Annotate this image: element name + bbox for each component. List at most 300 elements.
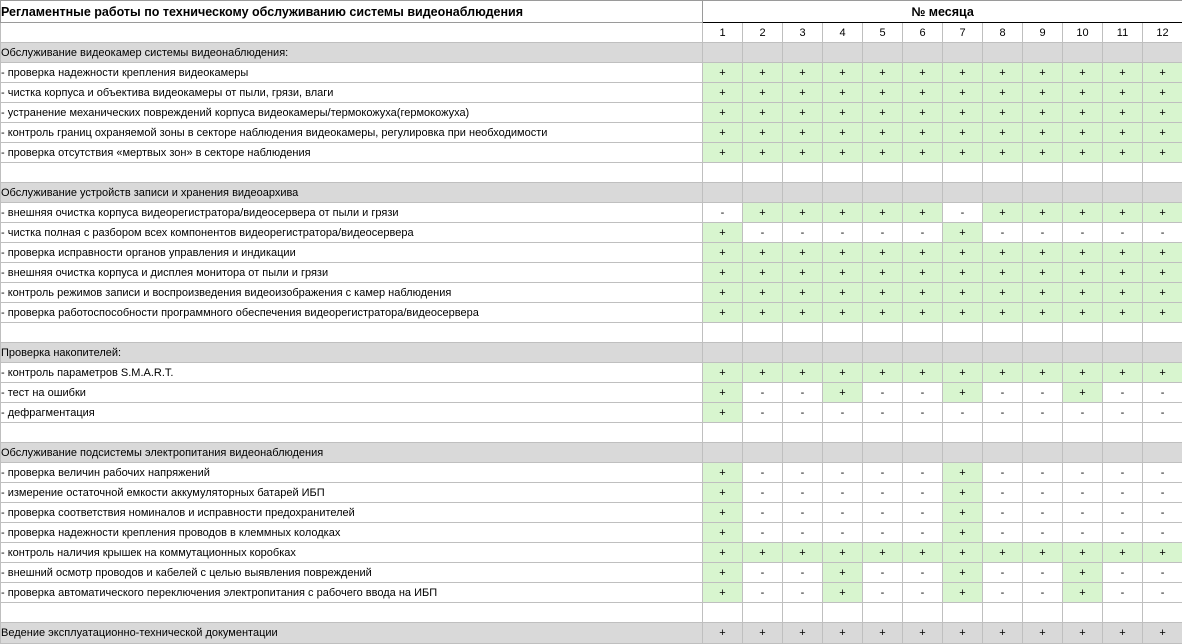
month-mark-minus[interactable]: - xyxy=(1023,463,1063,483)
empty-cell[interactable] xyxy=(1023,603,1063,623)
month-mark-minus[interactable]: - xyxy=(783,463,823,483)
task-label[interactable]: - проверка величин рабочих напряжений xyxy=(1,463,703,483)
month-mark-plus[interactable]: + xyxy=(1103,623,1143,644)
section-label[interactable]: Обслуживание подсистемы электропитания видеонаблюдения xyxy=(1,443,703,463)
empty-cell[interactable] xyxy=(823,443,863,463)
month-mark-plus[interactable]: + xyxy=(823,583,863,603)
empty-cell[interactable] xyxy=(1103,183,1143,203)
month-mark-minus[interactable]: - xyxy=(743,503,783,523)
month-mark-plus[interactable]: + xyxy=(743,363,783,383)
month-mark-plus[interactable]: + xyxy=(863,83,903,103)
month-mark-minus[interactable]: - xyxy=(1063,503,1103,523)
month-mark-minus[interactable]: - xyxy=(1143,223,1182,243)
month-mark-plus[interactable]: + xyxy=(1063,203,1103,223)
month-mark-plus[interactable]: + xyxy=(823,543,863,563)
month-mark-plus[interactable]: + xyxy=(1103,243,1143,263)
month-number-cell[interactable]: 8 xyxy=(983,23,1023,43)
month-mark-plus[interactable]: + xyxy=(1103,363,1143,383)
month-mark-plus[interactable]: + xyxy=(903,303,943,323)
month-mark-plus[interactable]: + xyxy=(903,63,943,83)
empty-cell[interactable] xyxy=(903,323,943,343)
empty-cell[interactable] xyxy=(783,163,823,183)
month-mark-plus[interactable]: + xyxy=(1063,83,1103,103)
month-mark-plus[interactable]: + xyxy=(743,283,783,303)
month-mark-minus[interactable]: - xyxy=(903,483,943,503)
month-mark-plus[interactable]: + xyxy=(1143,243,1182,263)
month-mark-plus[interactable]: + xyxy=(703,623,743,644)
month-mark-minus[interactable]: - xyxy=(1143,383,1182,403)
month-mark-minus[interactable]: - xyxy=(823,483,863,503)
month-mark-plus[interactable]: + xyxy=(1103,203,1143,223)
month-mark-minus[interactable]: - xyxy=(743,403,783,423)
month-mark-plus[interactable]: + xyxy=(943,623,983,644)
empty-cell[interactable] xyxy=(703,343,743,363)
month-mark-plus[interactable]: + xyxy=(943,143,983,163)
month-mark-plus[interactable]: + xyxy=(703,63,743,83)
month-mark-minus[interactable]: - xyxy=(983,223,1023,243)
month-mark-plus[interactable]: + xyxy=(903,143,943,163)
month-mark-plus[interactable]: + xyxy=(703,463,743,483)
month-mark-plus[interactable]: + xyxy=(1063,143,1103,163)
month-mark-minus[interactable]: - xyxy=(983,583,1023,603)
empty-cell[interactable] xyxy=(943,163,983,183)
empty-cell[interactable] xyxy=(1063,443,1103,463)
month-mark-minus[interactable]: - xyxy=(783,403,823,423)
empty-cell[interactable] xyxy=(1063,603,1103,623)
empty-cell[interactable] xyxy=(983,323,1023,343)
month-number-cell[interactable]: 1 xyxy=(703,23,743,43)
month-mark-plus[interactable]: + xyxy=(743,243,783,263)
month-mark-plus[interactable]: + xyxy=(1143,623,1182,644)
month-mark-plus[interactable]: + xyxy=(903,123,943,143)
month-mark-plus[interactable]: + xyxy=(1143,83,1182,103)
month-mark-plus[interactable]: + xyxy=(823,263,863,283)
month-mark-minus[interactable]: - xyxy=(1103,563,1143,583)
month-mark-minus[interactable]: - xyxy=(943,403,983,423)
task-label[interactable]: - измерение остаточной емкости аккумуляторных батарей ИБП xyxy=(1,483,703,503)
empty-cell[interactable] xyxy=(1023,423,1063,443)
month-mark-plus[interactable]: + xyxy=(983,83,1023,103)
empty-cell[interactable] xyxy=(983,183,1023,203)
empty-cell[interactable] xyxy=(823,603,863,623)
empty-cell[interactable] xyxy=(703,163,743,183)
month-mark-plus[interactable]: + xyxy=(863,203,903,223)
month-mark-minus[interactable]: - xyxy=(1103,583,1143,603)
month-mark-plus[interactable]: + xyxy=(783,243,823,263)
month-mark-minus[interactable]: - xyxy=(903,583,943,603)
month-mark-plus[interactable]: + xyxy=(943,283,983,303)
month-mark-plus[interactable]: + xyxy=(783,143,823,163)
empty-cell[interactable] xyxy=(783,343,823,363)
month-mark-plus[interactable]: + xyxy=(983,543,1023,563)
month-mark-plus[interactable]: + xyxy=(863,283,903,303)
month-mark-plus[interactable]: + xyxy=(823,203,863,223)
month-mark-plus[interactable]: + xyxy=(943,263,983,283)
month-mark-minus[interactable]: - xyxy=(1063,523,1103,543)
month-mark-plus[interactable]: + xyxy=(1023,283,1063,303)
month-mark-plus[interactable]: + xyxy=(1063,103,1103,123)
empty-cell[interactable] xyxy=(1143,423,1182,443)
empty-cell[interactable] xyxy=(943,423,983,443)
month-mark-plus[interactable]: + xyxy=(1023,143,1063,163)
month-mark-minus[interactable]: - xyxy=(783,383,823,403)
month-mark-plus[interactable]: + xyxy=(863,303,903,323)
month-mark-minus[interactable]: - xyxy=(1063,463,1103,483)
empty-cell[interactable] xyxy=(903,343,943,363)
month-mark-plus[interactable]: + xyxy=(783,363,823,383)
month-mark-plus[interactable]: + xyxy=(823,383,863,403)
month-mark-plus[interactable]: + xyxy=(1063,623,1103,644)
month-mark-plus[interactable]: + xyxy=(823,283,863,303)
empty-cell[interactable] xyxy=(863,343,903,363)
month-number-cell[interactable]: 11 xyxy=(1103,23,1143,43)
empty-cell[interactable] xyxy=(703,43,743,63)
month-mark-plus[interactable]: + xyxy=(743,203,783,223)
month-mark-plus[interactable]: + xyxy=(823,103,863,123)
month-mark-plus[interactable]: + xyxy=(943,83,983,103)
month-mark-minus[interactable]: - xyxy=(823,223,863,243)
month-mark-plus[interactable]: + xyxy=(1063,363,1103,383)
month-mark-plus[interactable]: + xyxy=(1023,363,1063,383)
month-mark-plus[interactable]: + xyxy=(943,463,983,483)
month-mark-plus[interactable]: + xyxy=(823,363,863,383)
month-number-cell[interactable]: 9 xyxy=(1023,23,1063,43)
month-mark-minus[interactable]: - xyxy=(863,223,903,243)
empty-cell[interactable] xyxy=(1143,343,1182,363)
month-mark-minus[interactable]: - xyxy=(1023,383,1063,403)
task-label[interactable]: - контроль режимов записи и воспроизведения видеоизображения с камер наблюдения xyxy=(1,283,703,303)
month-mark-plus[interactable]: + xyxy=(823,623,863,644)
month-mark-minus[interactable]: - xyxy=(863,523,903,543)
empty-cell[interactable] xyxy=(783,603,823,623)
month-mark-plus[interactable]: + xyxy=(703,483,743,503)
empty-cell[interactable] xyxy=(1023,43,1063,63)
month-mark-minus[interactable]: - xyxy=(983,523,1023,543)
empty-cell[interactable] xyxy=(1103,343,1143,363)
month-mark-plus[interactable]: + xyxy=(1143,363,1182,383)
empty-cell[interactable] xyxy=(1103,443,1143,463)
month-mark-minus[interactable]: - xyxy=(1063,223,1103,243)
page-title[interactable]: Регламентные работы по техническому обслуживанию системы видеонаблюдения xyxy=(1,1,703,23)
section-label[interactable]: Проверка накопителей: xyxy=(1,343,703,363)
empty-cell[interactable] xyxy=(943,323,983,343)
empty-cell[interactable] xyxy=(743,443,783,463)
month-mark-plus[interactable]: + xyxy=(783,623,823,644)
month-mark-minus[interactable]: - xyxy=(783,503,823,523)
month-mark-plus[interactable]: + xyxy=(943,363,983,383)
empty-cell[interactable] xyxy=(823,423,863,443)
task-label[interactable]: - внешняя очистка корпуса видеорегистратора/видеосервера от пыли и грязи xyxy=(1,203,703,223)
empty-cell[interactable] xyxy=(1143,603,1182,623)
month-mark-minus[interactable]: - xyxy=(1103,383,1143,403)
empty-cell[interactable] xyxy=(1143,183,1182,203)
month-mark-minus[interactable]: - xyxy=(783,523,823,543)
month-mark-plus[interactable]: + xyxy=(1023,623,1063,644)
month-mark-plus[interactable]: + xyxy=(743,263,783,283)
month-mark-plus[interactable]: + xyxy=(903,243,943,263)
month-mark-minus[interactable]: - xyxy=(903,503,943,523)
month-mark-minus[interactable]: - xyxy=(983,563,1023,583)
month-mark-plus[interactable]: + xyxy=(1063,543,1103,563)
month-mark-minus[interactable]: - xyxy=(743,223,783,243)
month-mark-plus[interactable]: + xyxy=(983,203,1023,223)
month-mark-plus[interactable]: + xyxy=(943,483,983,503)
month-mark-minus[interactable]: - xyxy=(903,403,943,423)
month-mark-minus[interactable]: - xyxy=(1023,583,1063,603)
month-mark-plus[interactable]: + xyxy=(703,403,743,423)
month-mark-plus[interactable]: + xyxy=(823,303,863,323)
empty-cell[interactable] xyxy=(903,163,943,183)
month-header[interactable]: № месяца xyxy=(703,1,1182,23)
empty-cell[interactable] xyxy=(983,443,1023,463)
empty-cell[interactable] xyxy=(703,183,743,203)
month-mark-plus[interactable]: + xyxy=(1023,103,1063,123)
empty-cell[interactable] xyxy=(1023,183,1063,203)
task-label[interactable]: - контроль границ охраняемой зоны в секторе наблюдения видеокамеры, регулировка при необходимости xyxy=(1,123,703,143)
month-number-cell[interactable]: 2 xyxy=(743,23,783,43)
task-label[interactable]: - чистка полная с разбором всех компонентов видеорегистратора/видеосервера xyxy=(1,223,703,243)
month-mark-plus[interactable]: + xyxy=(863,123,903,143)
empty-cell[interactable] xyxy=(943,43,983,63)
month-mark-minus[interactable]: - xyxy=(1143,503,1182,523)
month-mark-minus[interactable]: - xyxy=(1023,523,1063,543)
month-mark-minus[interactable]: - xyxy=(1103,483,1143,503)
empty-cell[interactable] xyxy=(1023,323,1063,343)
month-mark-minus[interactable]: - xyxy=(1063,403,1103,423)
empty-cell[interactable] xyxy=(783,323,823,343)
month-mark-minus[interactable]: - xyxy=(1143,403,1182,423)
empty-cell[interactable] xyxy=(783,423,823,443)
empty-cell[interactable] xyxy=(743,183,783,203)
month-mark-plus[interactable]: + xyxy=(783,83,823,103)
empty-cell[interactable] xyxy=(823,323,863,343)
section-label[interactable]: Обслуживание видеокамер системы видеонаблюдения: xyxy=(1,43,703,63)
month-mark-plus[interactable]: + xyxy=(703,303,743,323)
empty-cell[interactable] xyxy=(1063,43,1103,63)
empty-cell[interactable] xyxy=(983,163,1023,183)
month-mark-minus[interactable]: - xyxy=(743,463,783,483)
month-number-cell[interactable]: 7 xyxy=(943,23,983,43)
month-mark-plus[interactable]: + xyxy=(943,563,983,583)
month-mark-plus[interactable]: + xyxy=(1143,283,1182,303)
month-mark-plus[interactable]: + xyxy=(743,63,783,83)
empty-cell[interactable] xyxy=(1103,43,1143,63)
month-mark-minus[interactable]: - xyxy=(1023,483,1063,503)
month-mark-minus[interactable]: - xyxy=(1143,483,1182,503)
month-mark-plus[interactable]: + xyxy=(863,143,903,163)
month-mark-plus[interactable]: + xyxy=(783,123,823,143)
month-mark-minus[interactable]: - xyxy=(1023,503,1063,523)
month-mark-minus[interactable]: - xyxy=(903,463,943,483)
month-mark-plus[interactable]: + xyxy=(863,363,903,383)
month-mark-minus[interactable]: - xyxy=(783,563,823,583)
month-mark-plus[interactable]: + xyxy=(863,63,903,83)
month-mark-plus[interactable]: + xyxy=(903,363,943,383)
month-number-cell[interactable]: 4 xyxy=(823,23,863,43)
blank-header-cell[interactable] xyxy=(1,23,703,43)
empty-cell[interactable] xyxy=(1,323,703,343)
task-label[interactable]: - дефрагментация xyxy=(1,403,703,423)
month-mark-plus[interactable]: + xyxy=(823,83,863,103)
empty-cell[interactable] xyxy=(1103,423,1143,443)
month-mark-plus[interactable]: + xyxy=(943,123,983,143)
empty-cell[interactable] xyxy=(903,603,943,623)
month-mark-plus[interactable]: + xyxy=(783,543,823,563)
empty-cell[interactable] xyxy=(863,183,903,203)
empty-cell[interactable] xyxy=(1,603,703,623)
month-mark-minus[interactable]: - xyxy=(783,583,823,603)
empty-cell[interactable] xyxy=(743,603,783,623)
month-mark-minus[interactable]: - xyxy=(903,523,943,543)
empty-cell[interactable] xyxy=(743,343,783,363)
month-mark-plus[interactable]: + xyxy=(743,543,783,563)
month-mark-plus[interactable]: + xyxy=(1103,283,1143,303)
month-mark-plus[interactable]: + xyxy=(983,123,1023,143)
month-mark-minus[interactable]: - xyxy=(863,563,903,583)
month-mark-plus[interactable]: + xyxy=(823,123,863,143)
month-number-cell[interactable]: 5 xyxy=(863,23,903,43)
month-mark-plus[interactable]: + xyxy=(703,123,743,143)
empty-cell[interactable] xyxy=(823,163,863,183)
month-mark-plus[interactable]: + xyxy=(983,303,1023,323)
empty-cell[interactable] xyxy=(863,323,903,343)
month-mark-plus[interactable]: + xyxy=(703,243,743,263)
month-mark-plus[interactable]: + xyxy=(703,563,743,583)
month-mark-plus[interactable]: + xyxy=(1103,123,1143,143)
empty-cell[interactable] xyxy=(943,183,983,203)
empty-cell[interactable] xyxy=(783,43,823,63)
task-label[interactable]: - внешний осмотр проводов и кабелей с целью выявления повреждений xyxy=(1,563,703,583)
month-mark-minus[interactable]: - xyxy=(1103,463,1143,483)
month-mark-minus[interactable]: - xyxy=(1103,223,1143,243)
empty-cell[interactable] xyxy=(1,423,703,443)
month-mark-plus[interactable]: + xyxy=(1063,263,1103,283)
task-label[interactable]: - внешняя очистка корпуса и дисплея монитора от пыли и грязи xyxy=(1,263,703,283)
month-mark-plus[interactable]: + xyxy=(703,103,743,123)
month-mark-plus[interactable]: + xyxy=(703,583,743,603)
month-mark-plus[interactable]: + xyxy=(863,103,903,123)
empty-cell[interactable] xyxy=(783,183,823,203)
empty-cell[interactable] xyxy=(823,343,863,363)
month-mark-minus[interactable]: - xyxy=(1143,523,1182,543)
empty-cell[interactable] xyxy=(983,343,1023,363)
month-mark-plus[interactable]: + xyxy=(703,283,743,303)
empty-cell[interactable] xyxy=(903,43,943,63)
section-label[interactable]: Ведение эксплуатационно-технической документации xyxy=(1,623,703,644)
empty-cell[interactable] xyxy=(983,423,1023,443)
task-label[interactable]: - проверка надежности крепления проводов в клеммных колодках xyxy=(1,523,703,543)
month-mark-plus[interactable]: + xyxy=(783,63,823,83)
empty-cell[interactable] xyxy=(1,163,703,183)
month-mark-plus[interactable]: + xyxy=(1103,63,1143,83)
empty-cell[interactable] xyxy=(743,163,783,183)
month-number-cell[interactable]: 12 xyxy=(1143,23,1182,43)
empty-cell[interactable] xyxy=(903,443,943,463)
month-mark-minus[interactable]: - xyxy=(1103,503,1143,523)
empty-cell[interactable] xyxy=(1103,163,1143,183)
month-mark-minus[interactable]: - xyxy=(943,203,983,223)
month-mark-plus[interactable]: + xyxy=(1023,83,1063,103)
month-mark-minus[interactable]: - xyxy=(703,203,743,223)
empty-cell[interactable] xyxy=(1063,423,1103,443)
month-mark-plus[interactable]: + xyxy=(943,383,983,403)
month-mark-plus[interactable]: + xyxy=(703,363,743,383)
empty-cell[interactable] xyxy=(703,423,743,443)
empty-cell[interactable] xyxy=(903,423,943,443)
task-label[interactable]: - проверка исправности органов управления и индикации xyxy=(1,243,703,263)
month-mark-plus[interactable]: + xyxy=(783,283,823,303)
empty-cell[interactable] xyxy=(1143,163,1182,183)
month-mark-plus[interactable]: + xyxy=(1103,83,1143,103)
task-label[interactable]: - контроль наличия крышек на коммутационных коробках xyxy=(1,543,703,563)
month-mark-plus[interactable]: + xyxy=(1143,123,1182,143)
month-mark-plus[interactable]: + xyxy=(943,63,983,83)
empty-cell[interactable] xyxy=(983,43,1023,63)
month-mark-plus[interactable]: + xyxy=(903,83,943,103)
month-mark-plus[interactable]: + xyxy=(1023,203,1063,223)
month-mark-plus[interactable]: + xyxy=(783,303,823,323)
month-mark-minus[interactable]: - xyxy=(983,383,1023,403)
month-mark-plus[interactable]: + xyxy=(983,243,1023,263)
month-mark-plus[interactable]: + xyxy=(703,543,743,563)
month-mark-plus[interactable]: + xyxy=(903,263,943,283)
month-mark-plus[interactable]: + xyxy=(943,503,983,523)
empty-cell[interactable] xyxy=(743,43,783,63)
month-mark-plus[interactable]: + xyxy=(903,203,943,223)
month-mark-plus[interactable]: + xyxy=(783,263,823,283)
month-mark-plus[interactable]: + xyxy=(823,563,863,583)
empty-cell[interactable] xyxy=(1143,443,1182,463)
month-mark-plus[interactable]: + xyxy=(943,303,983,323)
month-mark-plus[interactable]: + xyxy=(943,583,983,603)
empty-cell[interactable] xyxy=(1143,323,1182,343)
month-mark-minus[interactable]: - xyxy=(863,503,903,523)
empty-cell[interactable] xyxy=(863,603,903,623)
month-mark-plus[interactable]: + xyxy=(1023,263,1063,283)
month-mark-minus[interactable]: - xyxy=(983,503,1023,523)
month-mark-plus[interactable]: + xyxy=(943,223,983,243)
month-mark-plus[interactable]: + xyxy=(743,103,783,123)
month-mark-plus[interactable]: + xyxy=(903,543,943,563)
month-mark-plus[interactable]: + xyxy=(703,263,743,283)
month-mark-plus[interactable]: + xyxy=(1063,123,1103,143)
month-mark-plus[interactable]: + xyxy=(863,243,903,263)
month-number-cell[interactable]: 10 xyxy=(1063,23,1103,43)
month-mark-minus[interactable]: - xyxy=(903,563,943,583)
month-mark-plus[interactable]: + xyxy=(1023,303,1063,323)
month-number-cell[interactable]: 3 xyxy=(783,23,823,43)
month-mark-plus[interactable]: + xyxy=(1143,103,1182,123)
empty-cell[interactable] xyxy=(743,423,783,443)
task-label[interactable]: - проверка отсутствия «мертвых зон» в секторе наблюдения xyxy=(1,143,703,163)
month-mark-plus[interactable]: + xyxy=(1103,143,1143,163)
empty-cell[interactable] xyxy=(1023,343,1063,363)
month-mark-minus[interactable]: - xyxy=(743,383,783,403)
month-mark-plus[interactable]: + xyxy=(1023,243,1063,263)
empty-cell[interactable] xyxy=(863,43,903,63)
month-mark-minus[interactable]: - xyxy=(1023,563,1063,583)
month-mark-plus[interactable]: + xyxy=(863,543,903,563)
month-mark-plus[interactable]: + xyxy=(1063,563,1103,583)
month-mark-minus[interactable]: - xyxy=(863,383,903,403)
section-label[interactable]: Обслуживание устройств записи и хранения видеоархива xyxy=(1,183,703,203)
month-mark-plus[interactable]: + xyxy=(783,103,823,123)
month-mark-minus[interactable]: - xyxy=(1023,223,1063,243)
empty-cell[interactable] xyxy=(943,603,983,623)
month-mark-minus[interactable]: - xyxy=(1023,403,1063,423)
month-mark-plus[interactable]: + xyxy=(1063,243,1103,263)
month-mark-minus[interactable]: - xyxy=(863,403,903,423)
